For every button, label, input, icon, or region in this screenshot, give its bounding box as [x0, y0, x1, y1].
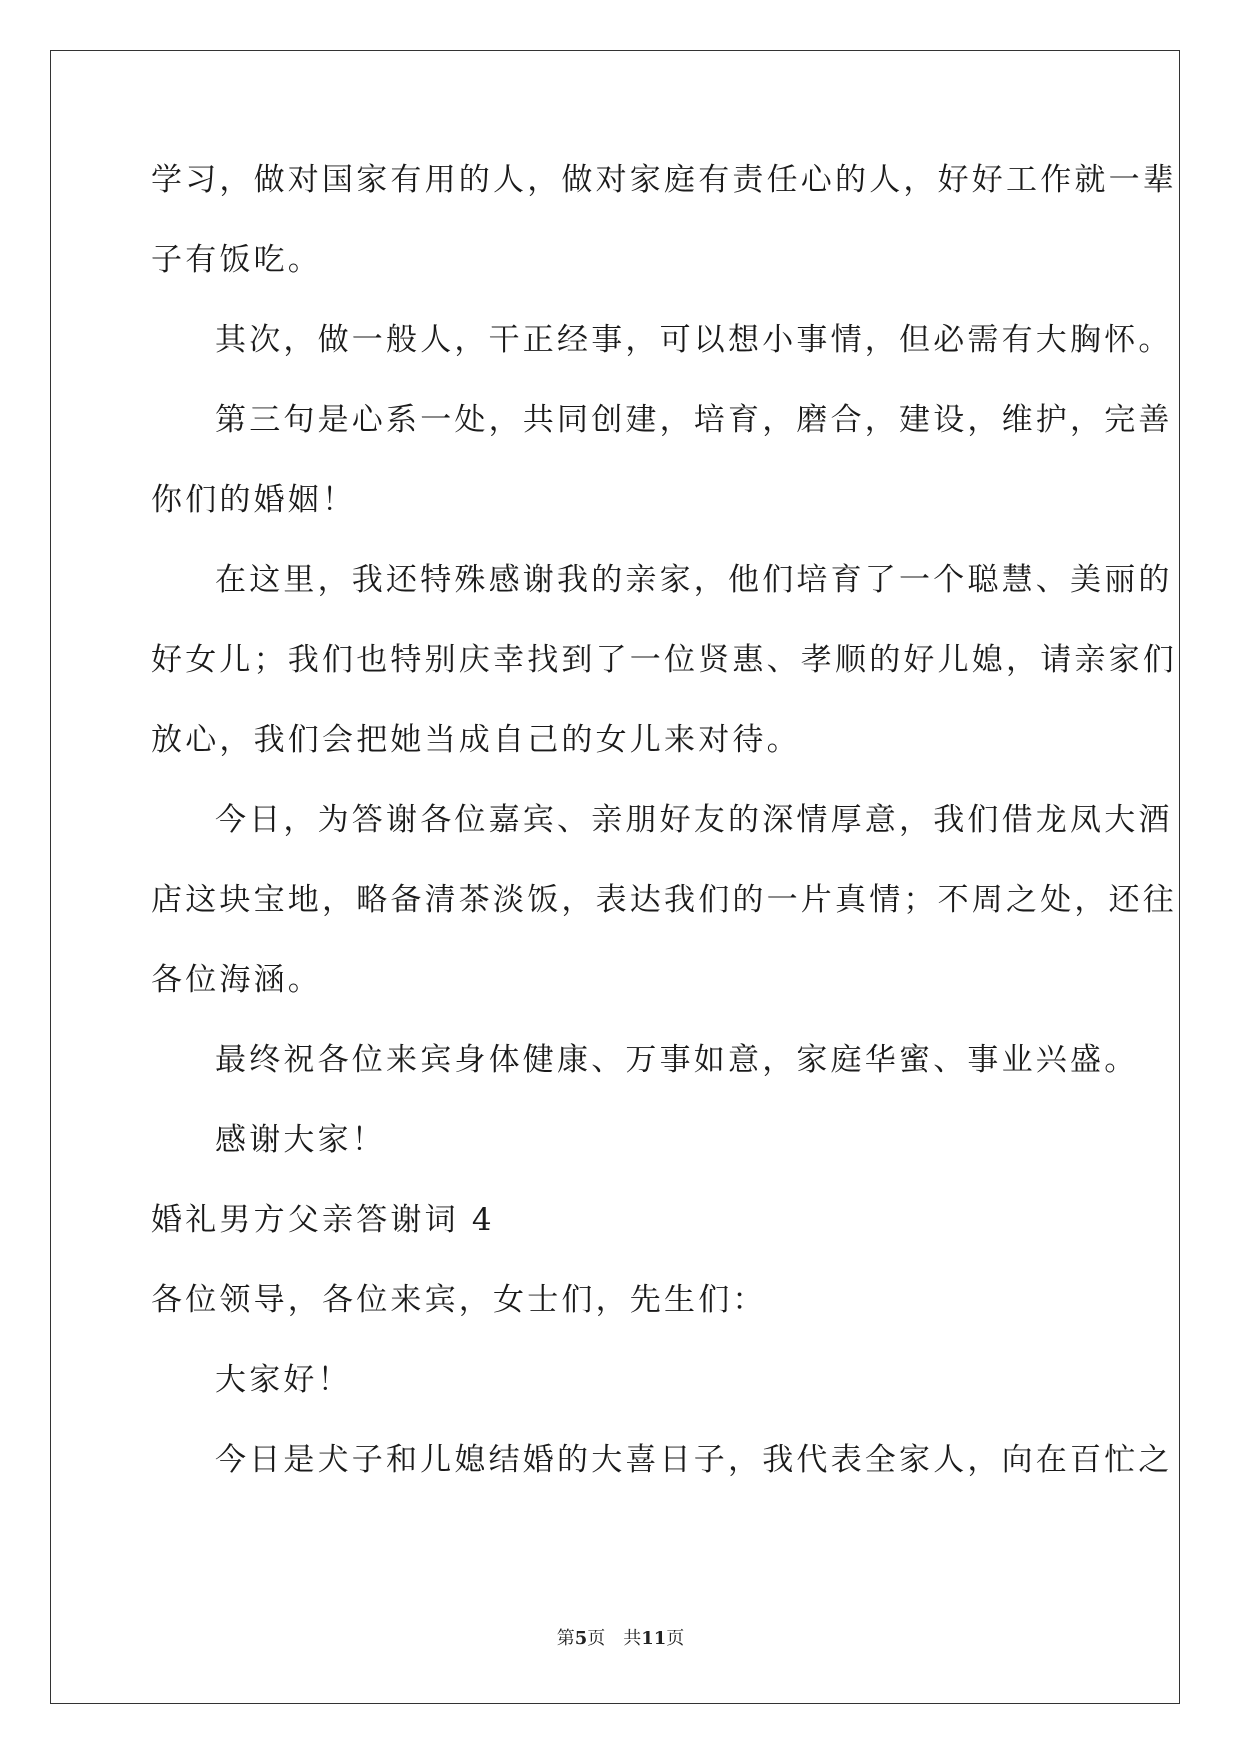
greeting-line: 大家好！	[215, 1362, 352, 1398]
paragraph-line: 子有饭吃。	[151, 242, 322, 278]
paragraph-line: 各位海涵。	[151, 962, 322, 998]
total-label-suffix: 页	[666, 1628, 685, 1649]
current-page-number: 5	[574, 1628, 588, 1649]
paragraph-line: 你们的婚姻！	[151, 482, 357, 518]
section-heading: 婚礼男方父亲答谢词 4	[151, 1202, 495, 1238]
paragraph-line: 今日是犬子和儿媳结婚的大喜日子，我代表全家人，向在百忙之	[215, 1442, 1173, 1478]
paragraph-line: 第三句是心系一处，共同创建，培育，磨合，建设，维护，完善	[215, 402, 1173, 438]
paragraph-line: 学习，做对国家有用的人，做对家庭有责任心的人，好好工作就一辈	[151, 162, 1177, 198]
total-label-prefix: 共	[623, 1628, 642, 1649]
page-label-suffix: 页	[587, 1628, 606, 1649]
paragraph-line: 店这块宝地，略备清茶淡饭，表达我们的一片真情；不周之处，还往	[151, 882, 1177, 918]
paragraph-line: 放心，我们会把她当成自己的女儿来对待。	[151, 722, 801, 758]
paragraph-line: 在这里，我还特殊感谢我的亲家，他们培育了一个聪慧、美丽的	[215, 562, 1173, 598]
paragraph-line: 今日，为答谢各位嘉宾、亲朋好友的深情厚意，我们借龙凤大酒	[215, 802, 1173, 838]
page-label-prefix: 第	[556, 1628, 575, 1649]
paragraph-line: 其次，做一般人，干正经事，可以想小事情，但必需有大胸怀。	[215, 322, 1173, 358]
salutation-line: 各位领导，各位来宾，女士们，先生们：	[151, 1282, 767, 1318]
page-footer	[0, 1627, 1241, 1651]
paragraph-line: 感谢大家！	[215, 1122, 386, 1158]
total-pages-number: 11	[641, 1628, 667, 1649]
paragraph-line: 最终祝各位来宾身体健康、万事如意，家庭华蜜、事业兴盛。	[215, 1042, 1139, 1078]
paragraph-line: 好女儿；我们也特别庆幸找到了一位贤惠、孝顺的好儿媳，请亲家们	[151, 642, 1177, 678]
